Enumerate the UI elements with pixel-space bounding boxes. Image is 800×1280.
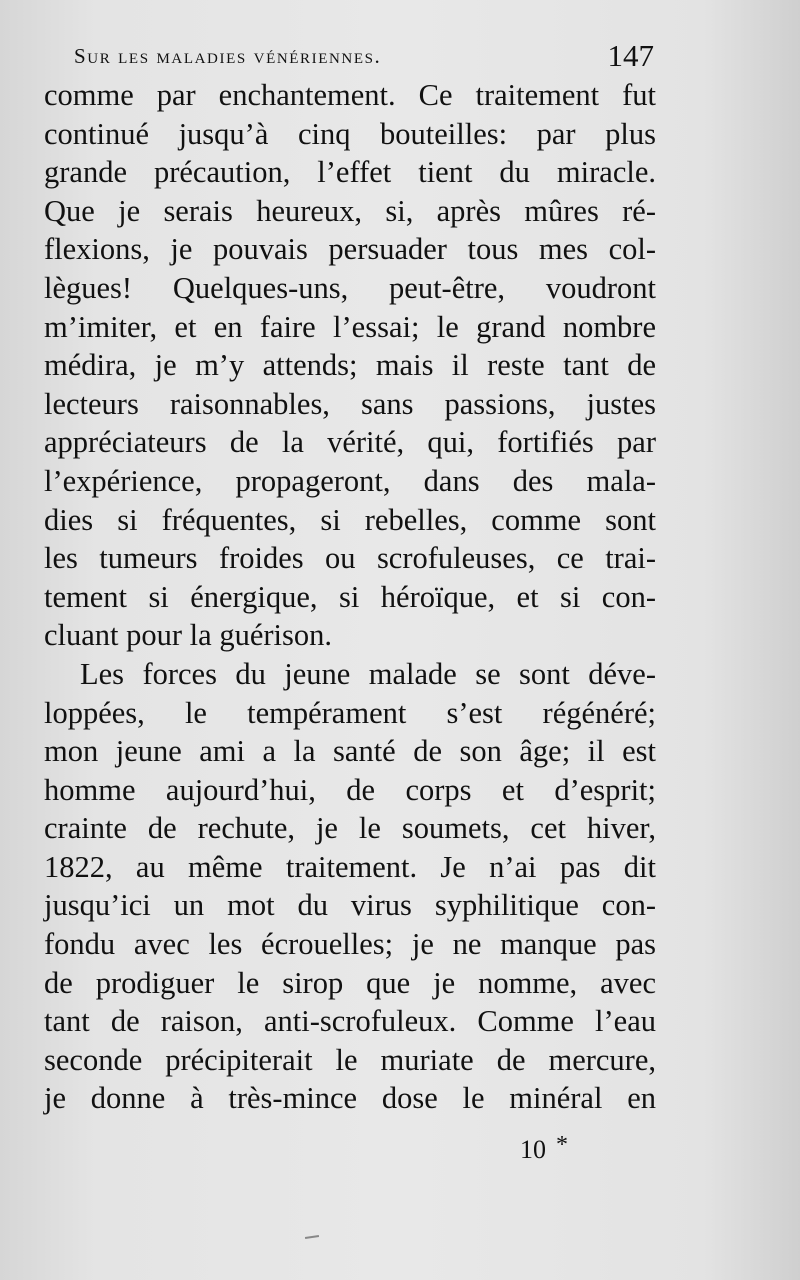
text-line: fondu avec les écrouelles; je ne manque pas	[44, 927, 656, 962]
text-line: m’imiter, et en faire l’essai; le grand nombre	[44, 309, 656, 344]
text-line: crainte de rechute, je le soumets, cet hiver,	[44, 811, 656, 846]
text-line: lecteurs raisonnables, sans passions, justes	[44, 386, 656, 421]
page-header	[74, 38, 654, 78]
paragraph	[44, 655, 656, 1118]
text-line: loppées, le tempérament s’est régénéré;	[44, 695, 656, 730]
text-line: Que je serais heureux, si, après mûres ré-	[44, 193, 656, 228]
signature-number: 10	[520, 1135, 546, 1164]
page-number: 147	[607, 38, 654, 73]
text-line: les tumeurs froides ou scrofuleuses, ce trai-	[44, 541, 656, 576]
text-line: appréciateurs de la vérité, qui, fortifiés par	[44, 425, 656, 460]
signature-mark	[520, 1132, 568, 1165]
text-line: je donne à très-mince dose le minéral en	[44, 1081, 656, 1116]
text-line: mon jeune ami a la santé de son âge; il est	[44, 734, 656, 769]
text-line: flexions, je pouvais persuader tous mes col-	[44, 232, 656, 267]
star-mark: *	[556, 1132, 568, 1158]
paragraph	[44, 76, 656, 655]
running-title: Sur les maladies vénériennes.	[74, 44, 382, 68]
text-line: Les forces du jeune malade se sont déve-	[80, 656, 656, 691]
body-text	[44, 76, 656, 1118]
text-line: l’expérience, propageront, dans des mala-	[44, 463, 656, 498]
text-line: de prodiguer le sirop que je nomme, avec	[44, 965, 656, 1000]
text-line: cluant pour la guérison.	[44, 618, 332, 653]
text-line: tement si énergique, si héroïque, et si con-	[44, 579, 656, 614]
text-line: dies si fréquentes, si rebelles, comme sont	[44, 502, 656, 537]
text-line: comme par enchantement. Ce traitement fut	[44, 78, 656, 112]
text-line: grande précaution, l’effet tient du miracle.	[44, 155, 656, 190]
text-line: homme aujourd’hui, de corps et d’esprit;	[44, 772, 656, 807]
ink-speck	[305, 1235, 319, 1239]
text-line: continué jusqu’à cinq bouteilles: par plus	[44, 116, 656, 151]
text-line: jusqu’ici un mot du virus syphilitique con-	[44, 888, 656, 923]
text-line: médira, je m’y attends; mais il reste tant de	[44, 348, 656, 383]
text-line: 1822, au même traitement. Je n’ai pas dit	[44, 849, 656, 884]
text-line: tant de raison, anti-scrofuleux. Comme l’eau	[44, 1004, 656, 1039]
text-line: seconde précipiterait le muriate de mercure,	[44, 1042, 656, 1077]
text-line: lègues! Quelques-uns, peut-être, voudront	[44, 270, 656, 305]
